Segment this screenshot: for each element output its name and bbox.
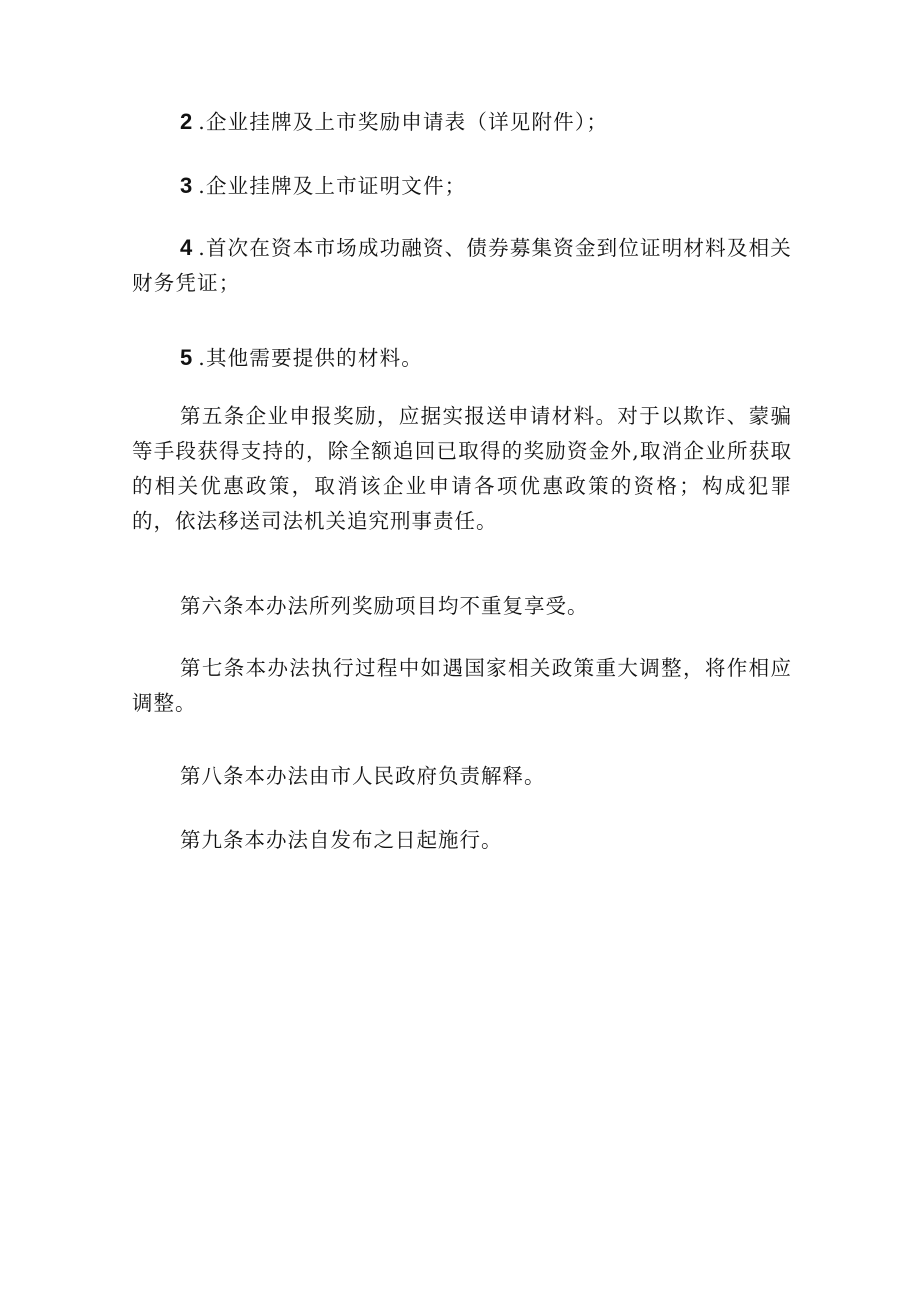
item-text: .企业挂牌及上市奖励申请表（详见附件）； <box>198 110 609 134</box>
article-paragraph: 第九条本办法自发布之日起施行。 <box>180 828 503 852</box>
item-text: .其他需要提供的材料。 <box>198 346 423 370</box>
list-item <box>132 340 792 376</box>
item-number: 4 <box>180 235 193 260</box>
item-number: 5 <box>180 345 193 370</box>
article-paragraph: 第七条本办法执行过程中如遇国家相关政策重大调整，将作相应调整。 <box>132 656 792 715</box>
item-number: 3 <box>180 173 193 198</box>
list-item <box>132 168 792 204</box>
article-paragraph: 第五条企业申报奖励，应据实报送申请材料。对于以欺诈、蒙骗等手段获得支持的，除全额追回已取得的奖励资金外,取消企业所获取的相关优惠政策，取消该企业申请各项优惠政策的资格；构成犯罪的，依法移送司法机关追究刑事责任。 <box>132 404 792 533</box>
article-paragraph: 第八条本办法由市人民政府负责解释。 <box>180 764 546 788</box>
list-item <box>132 230 792 301</box>
item-text: .企业挂牌及上市证明文件； <box>198 174 467 198</box>
article-paragraph: 第六条本办法所列奖励项目均不重复享受。 <box>180 594 589 618</box>
item-text: .首次在资本市场成功融资、债券募集资金到位证明材料及相关财务凭证； <box>132 236 792 295</box>
list-item <box>132 104 792 140</box>
item-number: 2 <box>180 109 193 134</box>
